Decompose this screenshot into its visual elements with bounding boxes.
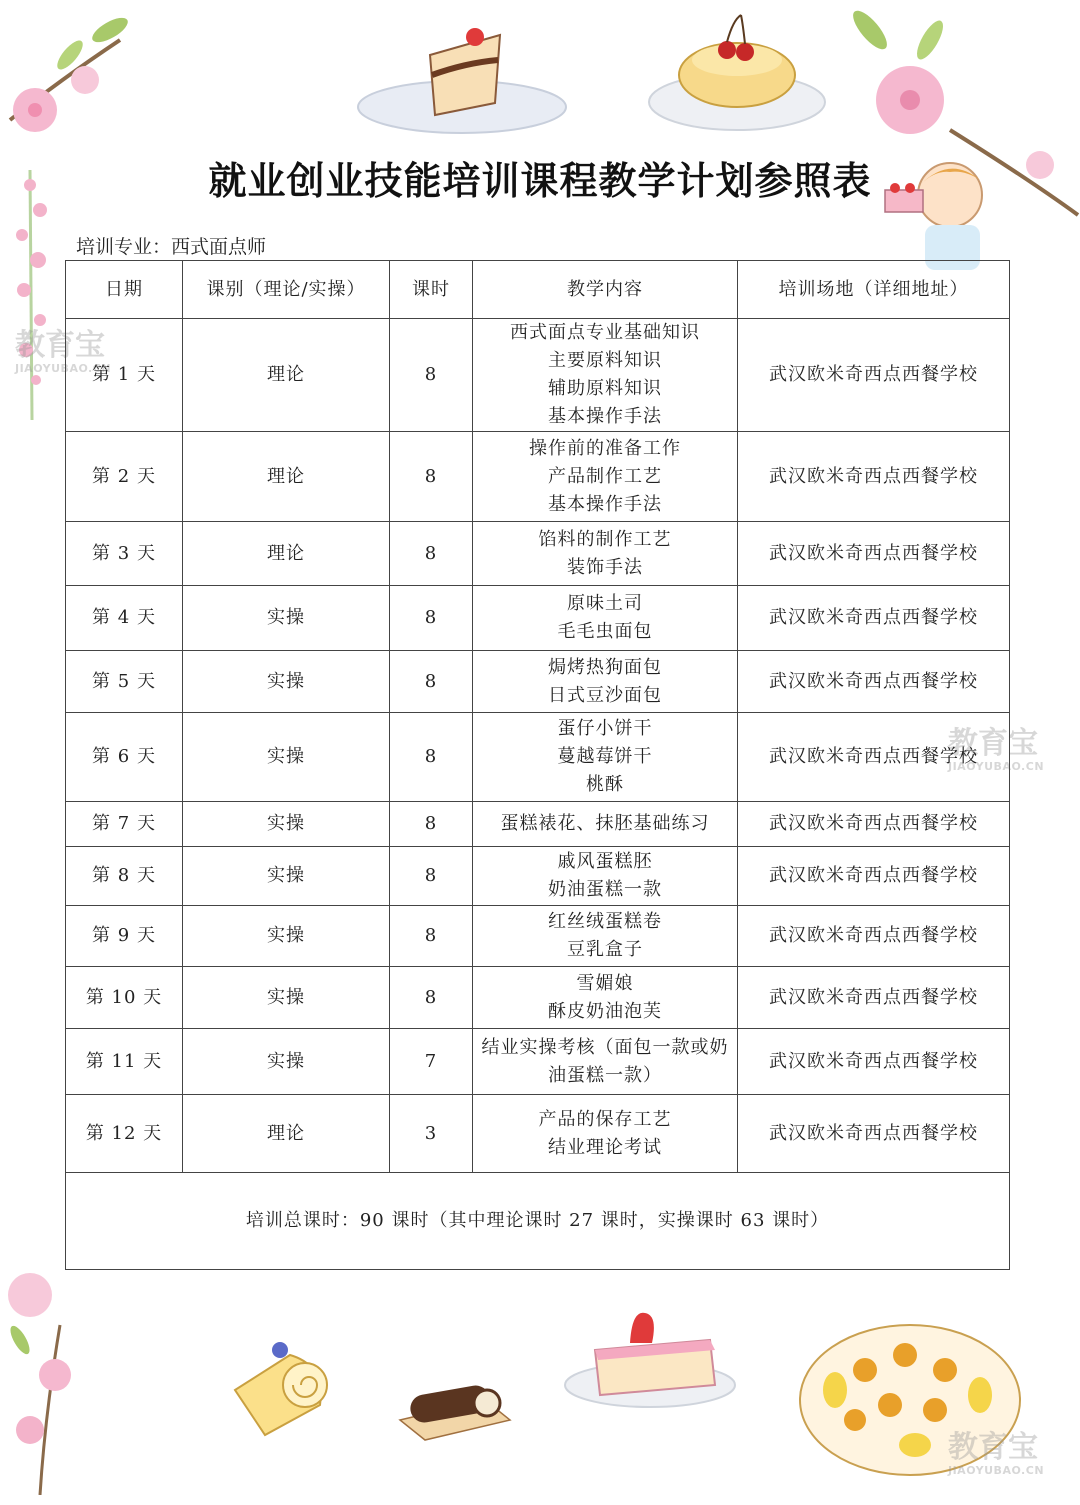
- watermark-main-text: 教育宝: [15, 328, 105, 363]
- cell-content: [473, 319, 738, 432]
- watermark-main-text: 教育宝: [948, 1430, 1038, 1465]
- content-line: 结业实操考核（面包一款或奶: [481, 1036, 729, 1058]
- cell-date: 第 1 天: [66, 319, 183, 432]
- table-row: [66, 802, 1010, 847]
- table-row: [66, 713, 1010, 802]
- cell-location: 武汉欧米奇西点西餐学校: [738, 651, 1010, 713]
- cell-type: 实操: [183, 847, 390, 906]
- cell-content: [473, 906, 738, 967]
- cell-date: 第 4 天: [66, 586, 183, 651]
- cell-location: 武汉欧米奇西点西餐学校: [738, 1095, 1010, 1173]
- cell-location: 武汉欧米奇西点西餐学校: [738, 319, 1010, 432]
- cell-location: 武汉欧米奇西点西餐学校: [738, 967, 1010, 1029]
- cell-hours: 8: [390, 586, 473, 651]
- cell-type: 理论: [183, 432, 390, 522]
- content-line: 辅助原料知识: [548, 378, 662, 399]
- table-row: [66, 967, 1010, 1029]
- table-row: [66, 847, 1010, 906]
- content-line: 油蛋糕一款）: [548, 1064, 662, 1086]
- cell-date: 第 3 天: [66, 522, 183, 586]
- content-line: 装饰手法: [567, 556, 643, 578]
- table-row: [66, 319, 1010, 432]
- cell-content: [473, 432, 738, 522]
- cell-date: 第 7 天: [66, 802, 183, 847]
- cell-location: 武汉欧米奇西点西餐学校: [738, 713, 1010, 802]
- cell-location: 武汉欧米奇西点西餐学校: [738, 802, 1010, 847]
- content-line: 酥皮奶油泡芙: [548, 1000, 662, 1022]
- cell-type: 理论: [183, 1095, 390, 1173]
- content-line: 馅料的制作工艺: [538, 528, 672, 550]
- content-line: 毛毛虫面包: [557, 621, 653, 642]
- cell-date: 第 5 天: [66, 651, 183, 713]
- cell-content: [473, 522, 738, 586]
- cell-date: 第 8 天: [66, 847, 183, 906]
- course-plan-table: [65, 260, 1010, 1270]
- cell-location: 武汉欧米奇西点西餐学校: [738, 522, 1010, 586]
- content-line: 产品制作工艺: [548, 465, 662, 487]
- content-line: 蛋仔小饼干: [557, 718, 653, 739]
- content-line: 日式豆沙面包: [548, 684, 662, 706]
- cell-content: [473, 802, 738, 847]
- watermark-main-text: 教育宝: [948, 726, 1038, 761]
- cell-type: 实操: [183, 713, 390, 802]
- cell-type: 实操: [183, 906, 390, 967]
- header-date: 日期: [66, 261, 183, 319]
- blossom-branch-bottom-left-illustration: [0, 1265, 100, 1495]
- swiss-roll-illustration: [220, 1330, 340, 1440]
- content-line: 奶油蛋糕一款: [548, 879, 662, 900]
- content-line: 主要原料知识: [548, 350, 662, 371]
- cell-date: 第 9 天: [66, 906, 183, 967]
- table-row: [66, 1095, 1010, 1173]
- table-header-row: [66, 261, 1010, 319]
- cell-type: 实操: [183, 651, 390, 713]
- cell-hours: 7: [390, 1029, 473, 1095]
- cell-content: [473, 1029, 738, 1095]
- cell-hours: 3: [390, 1095, 473, 1173]
- content-line: 基本操作手法: [548, 406, 662, 427]
- cell-hours: 8: [390, 522, 473, 586]
- table-row: [66, 1029, 1010, 1095]
- content-line: 焗烤热狗面包: [548, 656, 662, 678]
- table-row: [66, 906, 1010, 967]
- cell-content: [473, 713, 738, 802]
- cell-content: [473, 847, 738, 906]
- cell-date: 第 12 天: [66, 1095, 183, 1173]
- strawberry-crepe-cake-illustration: [560, 1305, 740, 1415]
- cell-content: [473, 651, 738, 713]
- cell-type: 理论: [183, 522, 390, 586]
- cell-hours: 8: [390, 319, 473, 432]
- cell-location: 武汉欧米奇西点西餐学校: [738, 432, 1010, 522]
- cell-type: 实操: [183, 586, 390, 651]
- watermark-sub-text: JIAOYUBAO.CN: [948, 760, 1045, 773]
- cell-type: 理论: [183, 319, 390, 432]
- cell-date: 第 11 天: [66, 1029, 183, 1095]
- content-line: 西式面点专业基础知识: [510, 322, 700, 343]
- table-row: [66, 651, 1010, 713]
- content-line: 雪媚娘: [576, 972, 634, 994]
- cell-date: 第 6 天: [66, 713, 183, 802]
- cell-location: 武汉欧米奇西点西餐学校: [738, 906, 1010, 967]
- cell-date: 第 10 天: [66, 967, 183, 1029]
- header-content: 教学内容: [473, 261, 738, 319]
- content-line: 基本操作手法: [548, 493, 662, 515]
- page-title: 就业创业技能培训课程教学计划参照表: [208, 159, 872, 203]
- total-row: [66, 1173, 1010, 1270]
- watermark-sub-text: JIAOYUBAO.CN: [15, 362, 112, 375]
- cell-type: 实操: [183, 967, 390, 1029]
- chocolate-roll-illustration: [395, 1375, 515, 1445]
- watermark-sub-text: JIAOYUBAO.CN: [948, 1464, 1045, 1477]
- cell-location: 武汉欧米奇西点西餐学校: [738, 1029, 1010, 1095]
- content-line: 红丝绒蛋糕卷: [548, 911, 662, 932]
- content-line: 操作前的准备工作: [529, 437, 681, 459]
- cell-hours: 8: [390, 847, 473, 906]
- table-row: [66, 432, 1010, 522]
- content-line: 产品的保存工艺: [538, 1108, 672, 1130]
- content-line: 原味土司: [567, 593, 643, 614]
- cell-date: 第 2 天: [66, 432, 183, 522]
- training-major: 培训专业：西式面点师: [76, 236, 267, 258]
- cell-type: 实操: [183, 1029, 390, 1095]
- cell-content: [473, 967, 738, 1029]
- cell-content: [473, 586, 738, 651]
- cell-hours: 8: [390, 713, 473, 802]
- content-line: 结业理论考试: [548, 1136, 662, 1158]
- content-line: 蔓越莓饼干: [557, 746, 653, 767]
- content-line: 戚风蛋糕胚: [557, 851, 653, 872]
- cell-location: 武汉欧米奇西点西餐学校: [738, 586, 1010, 651]
- header-hours: 课时: [390, 261, 473, 319]
- cake-slice-plate-illustration: [355, 15, 570, 135]
- content-line: 桃酥: [586, 774, 624, 795]
- cell-hours: 8: [390, 651, 473, 713]
- content-line: 蛋糕裱花、抹胚基础练习: [500, 813, 710, 834]
- table-row: [66, 522, 1010, 586]
- cell-hours: 8: [390, 967, 473, 1029]
- cell-content: [473, 1095, 738, 1173]
- total-hours: 培训总课时：90 课时（其中理论课时 27 课时，实操课时 63 课时）: [66, 1173, 1010, 1270]
- header-type: 课别（理论/实操）: [183, 261, 390, 319]
- cell-hours: 8: [390, 906, 473, 967]
- cell-type: 实操: [183, 802, 390, 847]
- cherry-pudding-plate-illustration: [645, 10, 830, 135]
- cell-hours: 8: [390, 432, 473, 522]
- cell-hours: 8: [390, 802, 473, 847]
- header-location: 培训场地（详细地址）: [738, 261, 1010, 319]
- watermark-bottom-right: [948, 1432, 1044, 1477]
- table-body: [66, 319, 1010, 1173]
- cell-location: 武汉欧米奇西点西餐学校: [738, 847, 1010, 906]
- table-row: [66, 586, 1010, 651]
- content-line: 豆乳盒子: [567, 939, 643, 960]
